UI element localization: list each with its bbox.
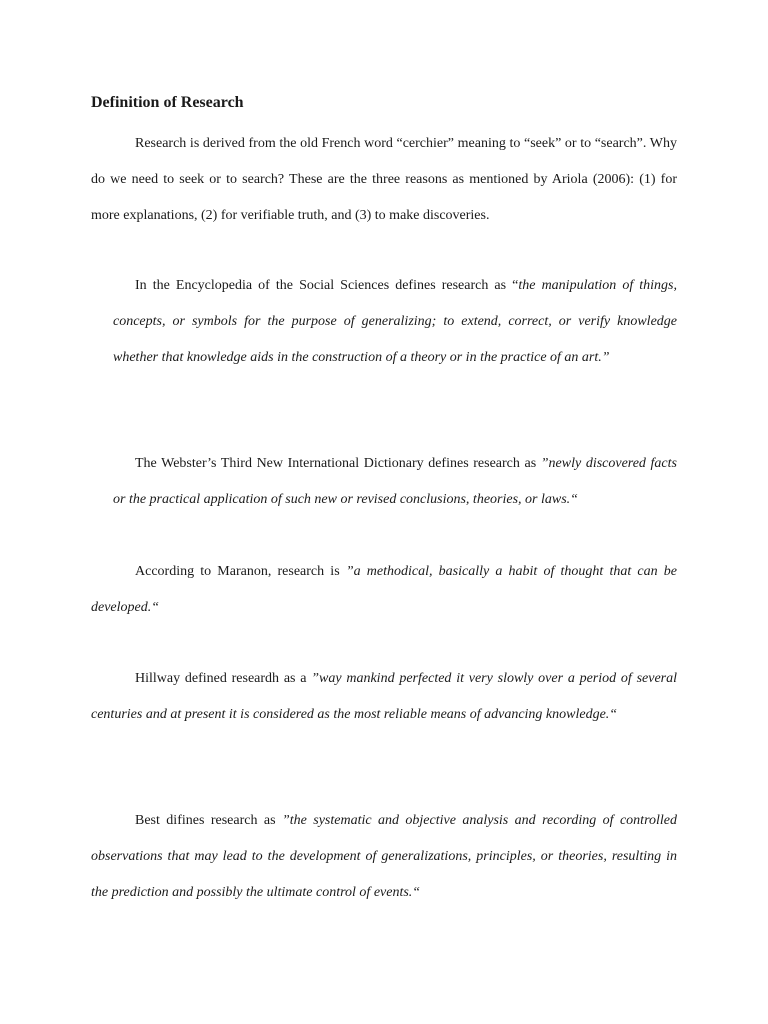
- paragraph-hillway-definition: [91, 661, 677, 733]
- paragraph-text: Best difines research as: [135, 813, 282, 828]
- paragraph-text: Hillway defined researdh as a: [135, 671, 312, 686]
- paragraph-webster-definition: [113, 446, 677, 518]
- paragraph-maranon-definition: [91, 554, 677, 626]
- paragraph-quote: ”newly discovered facts or the practical application of such new or revised conclusions, theories, or laws.“: [113, 456, 677, 507]
- paragraph-text: The Webster’s Third New International Dictionary defines research as: [135, 456, 541, 471]
- paragraph-text: In the Encyclopedia of the Social Sciences defines research as “: [135, 278, 519, 293]
- paragraph-text: Research is derived from the old French word “cerchier” meaning to “seek” or to “search”. Why do we need to seek or to search? These are the three reasons as mentioned by Ariola (2006): (1) for more explanations, (2) for verifiable truth, and (3) to make discoveries.: [91, 136, 677, 223]
- paragraph-quote: ”a methodical, basically a habit of thought that can be developed.“: [91, 564, 677, 615]
- paragraph-research-origin: [91, 126, 677, 234]
- paragraph-quote: ”way mankind perfected it very slowly over a period of several centuries and at present it is considered as the most reliable means of advancing knowledge.“: [91, 671, 678, 722]
- paragraph-quote: ”the systematic and objective analysis and recording of controlled observations that may lead to the development of generalizations, principles, or theories, resulting in the prediction and possibly the ultimate control of events.“: [91, 813, 677, 900]
- paragraph-best-definition: [91, 803, 677, 911]
- paragraph-encyclopedia-definition: [113, 268, 677, 376]
- page-title: Definition of Research: [91, 94, 244, 111]
- paragraph-quote: the manipulation of things, concepts, or symbols for the purpose of generalizing; to extend, correct, or verify knowledge whether that knowledge aids in the construction of a theory or in the practice of an art.”: [113, 278, 678, 365]
- paragraph-text: According to Maranon, research is: [135, 564, 346, 579]
